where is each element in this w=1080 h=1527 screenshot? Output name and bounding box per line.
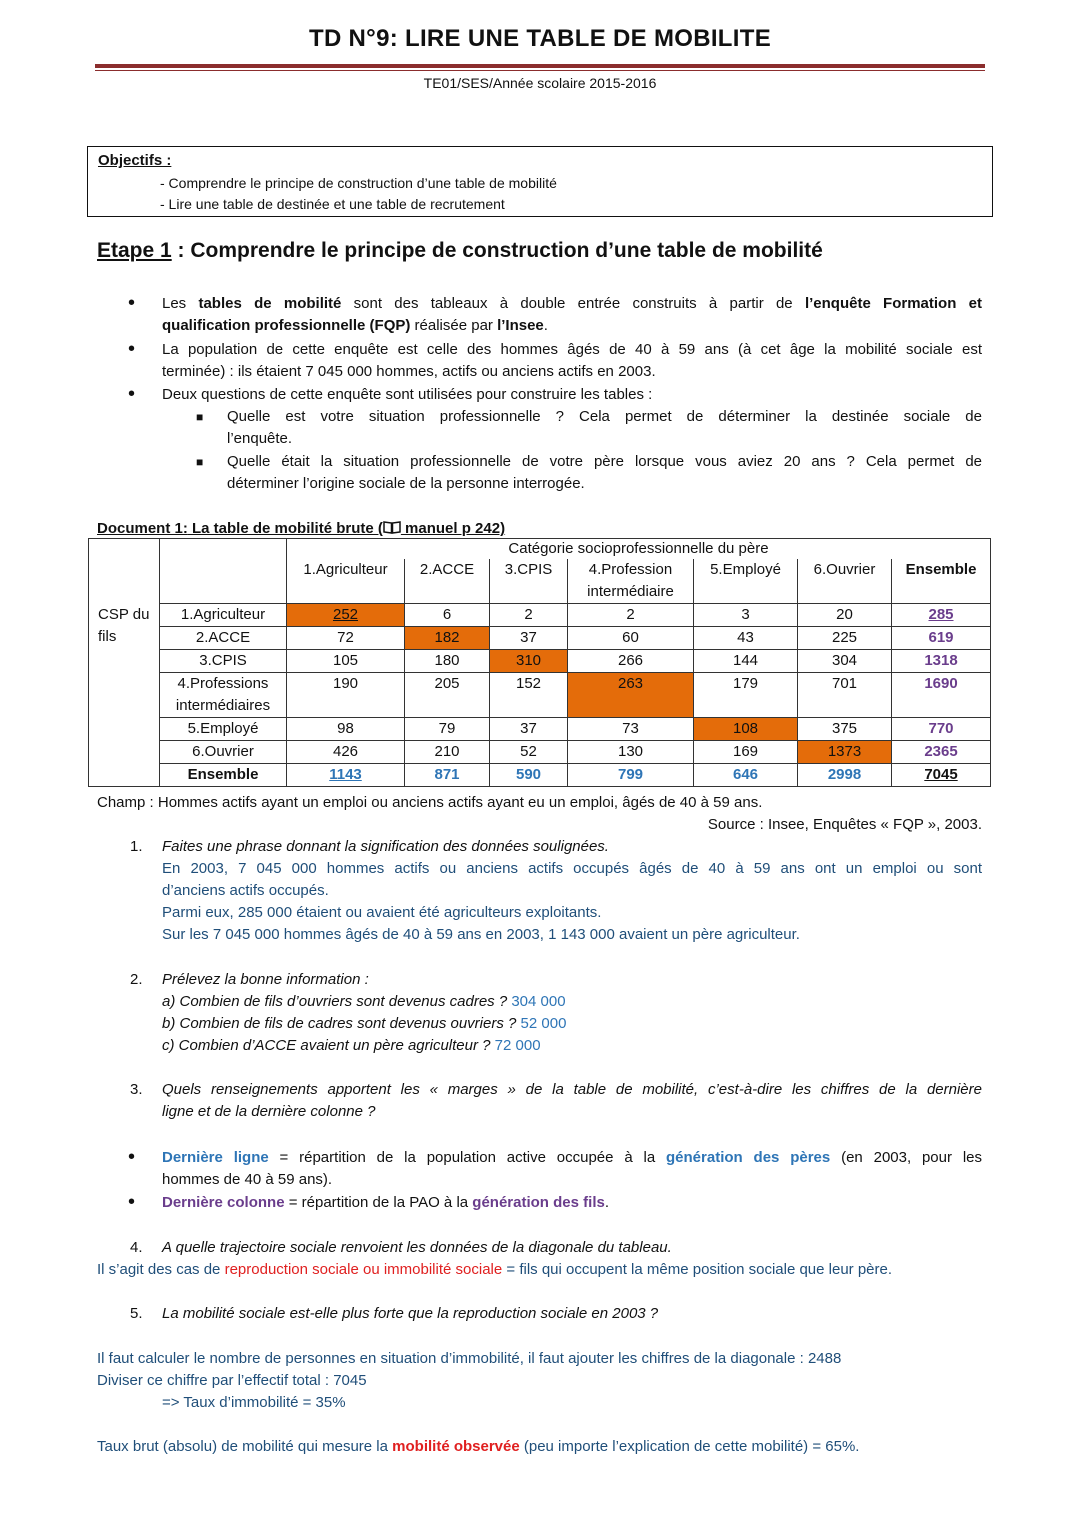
table-cell: 179 [694,673,798,718]
table-cell: 263 [568,673,694,718]
column-total-cell: 1143 [287,764,405,787]
text: . [604,1194,610,1211]
column-header: 3.CPIS [490,559,568,604]
question-situation [227,406,982,450]
table-row [89,604,991,627]
table-cell: 152 [490,673,568,718]
table-cell: 182 [405,627,490,650]
text: réalisée par [410,317,498,334]
text: l’enquête. [227,430,293,447]
table-cell: 60 [568,627,694,650]
answer-text: 72 000 [494,1037,541,1054]
table-cell: 52 [490,741,568,764]
bullet-icon: • [128,292,136,314]
table-cell: 105 [287,650,405,673]
question-text: b) Combien de fils de cadres sont devenus ouvriers ? [162,1015,521,1032]
question-block [162,969,566,1057]
table-cell: 37 [490,718,568,741]
row-header: Ensemble [160,764,287,787]
title-rule-thin [95,70,985,71]
objectives-heading: Objectifs : [98,152,172,169]
grand-total-cell: 7045 [892,764,991,787]
text: fils [98,627,117,645]
text-bold: qualification professionnelle (FQP) [162,317,411,334]
column-header: 5.Employé [694,559,798,604]
table-cell: 72 [287,627,405,650]
answer-text: 304 000 [511,993,566,1010]
question-number: 5. [130,1305,143,1322]
table-cell: 2 [490,604,568,627]
text: hommes de 40 à 59 ans). [162,1171,333,1188]
text-bold: génération des pères [666,1149,831,1166]
question-text [162,1079,982,1123]
son-header [89,604,160,787]
text: reproduction sociale ou immobilité sociale [224,1261,503,1278]
bullet-icon: • [128,1146,136,1168]
table-cell: 266 [568,650,694,673]
text: En 2003, 7 045 000 hommes actifs ou anciens actifs occupés âgés de 40 à 59 ans ont un emploi ou sont [162,860,982,877]
answer-last-column [162,1192,609,1214]
table-cell: 2 [568,604,694,627]
table-cell: 375 [798,718,892,741]
text: Diviser ce chiffre par l’effectif total : 7045 [97,1372,367,1389]
table-cell: 701 [798,673,892,718]
row-total-cell: 2365 [892,741,991,764]
column-total-cell: 590 [490,764,568,787]
document-label: Document 1: [97,520,188,537]
text: terminée) : ils étaient 7 045 000 hommes, actifs ou anciens actifs en 2003. [162,363,656,380]
table-cell: 79 [405,718,490,741]
table-scope: Champ : Hommes actifs ayant un emploi ou anciens actifs ayant eu un emploi, âgés de 40 à 59 ans. [97,794,763,811]
column-total-cell: 799 [568,764,694,787]
question-father [227,451,982,495]
question-number: 4. [130,1239,143,1256]
text-bold: l’Insee [497,317,544,334]
column-header: 6.Ouvrier [798,559,892,604]
column-header: 4.Profession intermédiaire [568,559,694,604]
mobility-table [88,538,991,787]
table-cell: 130 [568,741,694,764]
objective-item: - Lire une table de destinée et une table de recrutement [160,196,505,212]
table-cell: 3 [694,604,798,627]
text: Sur les 7 045 000 hommes âgés de 40 à 59 ans en 2003, 1 143 000 avaient un père agriculteur. [162,926,800,943]
text-bold: Dernière ligne [162,1149,269,1166]
text: (peu importe l’explication de cette mobilité) = 65%. [519,1438,860,1455]
answer-text: 52 000 [520,1015,567,1032]
row-header: 6.Ouvrier [160,741,287,764]
table-source: Source : Insee, Enquêtes « FQP », 2003. [707,816,982,833]
question-number: 2. [130,971,143,988]
table-row-totals [89,764,991,787]
square-bullet-icon: ■ [196,455,204,469]
row-header: 2.ACCE [160,627,287,650]
text-bold: génération des fils [472,1194,605,1211]
bullet-tables [162,293,982,337]
text: = répartition de la PAO à la [284,1194,473,1211]
row-total-cell: 619 [892,627,991,650]
text: Parmi eux, 285 000 étaient ou avaient été agriculteurs exploitants. [162,904,602,921]
table-cell: 73 [568,718,694,741]
question-text: Prélevez la bonne information : [162,971,369,988]
question-text: La mobilité sociale est-elle plus forte que la reproduction sociale en 2003 ? [162,1305,659,1322]
column-total-cell: 646 [694,764,798,787]
text-bold: mobilité observée [392,1438,520,1455]
row-header: 5.Employé [160,718,287,741]
text-bold: l’enquête Formation et [804,295,982,312]
table-cell: 37 [490,627,568,650]
text-bold: tables de mobilité [198,295,342,312]
answer-text [97,1348,841,1414]
text: = fils qui occupent la même position sociale que leur père. [502,1261,893,1278]
row-total-cell: 770 [892,718,991,741]
text: Quelle est votre situation professionnelle ? Cela permet de déterminer la destinée sociale de [227,408,982,425]
table-cell: 304 [798,650,892,673]
text: (en 2003, pour les [830,1149,982,1166]
text: La population de cette enquête est celle des hommes âgés de 40 à 59 ans (à cet âge la mobilité sociale est [162,341,982,358]
question-number: 1. [130,838,143,855]
question-text: a) Combien de fils d’ouvriers sont devenus cadres ? [162,993,512,1010]
objectives-box [87,146,993,217]
row-header: 4.Professions intermédiaires [160,673,287,718]
bullet-icon: • [128,383,136,405]
text: CSP du [98,605,150,623]
bullet-population [162,339,982,383]
question-text: A quelle trajectoire sociale renvoient les données de la diagonale du tableau. [162,1239,672,1256]
table-cell: 108 [694,718,798,741]
father-header: Catégorie socioprofessionnelle du père [287,539,991,560]
text: La table de mobilité brute ( [187,520,383,537]
table-cell: 252 [287,604,405,627]
table-cell: 6 [405,604,490,627]
table-cell: 190 [287,673,405,718]
row-total-cell: 1318 [892,650,991,673]
column-header: Ensemble [892,559,991,604]
step-title: : Comprendre le principe de construction d’une table de mobilité [171,239,823,262]
table-cell: 43 [694,627,798,650]
text: Quelle était la situation professionnelle de votre père lorsque vous aviez 20 ans ? Cela permet de [227,453,982,470]
text: manuel p 242) [400,520,506,537]
objective-item: - Comprendre le principe de construction d’une table de mobilité [160,175,557,191]
page-title: TD N°9: LIRE UNE TABLE DE MOBILITE [308,25,772,52]
table-cell: 20 [798,604,892,627]
row-header: 1.Agriculteur [160,604,287,627]
table-cell: 426 [287,741,405,764]
open-book-icon [383,520,401,534]
text: Quels renseignements apportent les « marges » de la table de mobilité, c’est-à-dire les chiffres de la dernière [162,1081,982,1098]
text: = répartition de la population active occupée à la [268,1149,667,1166]
row-total-cell: 285 [892,604,991,627]
text: => Taux d’immobilité = 35% [162,1394,346,1411]
table-cell: 98 [287,718,405,741]
table-row [89,741,991,764]
square-bullet-icon: ■ [196,410,204,424]
row-header: 3.CPIS [160,650,287,673]
text: sont des tableaux à double entrée construits à partir de [341,295,805,312]
answer-text [97,1259,892,1281]
text: . [543,317,548,334]
title-rule [95,64,985,68]
text: Il s’agit des cas de [97,1261,225,1278]
table-row [89,650,991,673]
table-cell: 144 [694,650,798,673]
row-total-cell: 1690 [892,673,991,718]
column-header: 2.ACCE [405,559,490,604]
table-cell: 205 [405,673,490,718]
answer-last-row [162,1147,982,1191]
text: ligne et de la dernière colonne ? [162,1103,376,1120]
bullet-questions: Deux questions de cette enquête sont utilisées pour construire les tables : [162,386,653,403]
column-header: 1.Agriculteur [287,559,405,604]
question-number: 3. [130,1081,143,1098]
table-cell: 210 [405,741,490,764]
answer-text [162,858,982,946]
text: Taux brut (absolu) de mobilité qui mesure la [97,1438,393,1455]
column-total-cell: 2998 [798,764,892,787]
document-title [97,518,505,540]
step-label: Etape 1 [97,239,172,262]
corner-cell [89,539,160,604]
table-row [89,627,991,650]
answer-text [97,1436,859,1458]
table-cell: 169 [694,741,798,764]
text: déterminer l’origine sociale de la personne interrogée. [227,475,585,492]
bullet-icon: • [128,338,136,360]
text: Il faut calculer le nombre de personnes en situation d’immobilité, il faut ajouter les chiffres de la diagonale : 2488 [97,1350,842,1367]
bullet-icon: • [128,1191,136,1213]
text: d’anciens actifs occupés. [162,882,329,899]
corner-cell [160,539,287,604]
table-cell: 1373 [798,741,892,764]
text: Les [162,295,199,312]
text-bold: Dernière colonne [162,1194,285,1211]
page-subtitle: TE01/SES/Année scolaire 2015-2016 [423,75,657,91]
table-cell: 310 [490,650,568,673]
column-total-cell: 871 [405,764,490,787]
question-text: Faites une phrase donnant la signification des données soulignées. [162,838,609,855]
table-row [89,673,991,718]
table-cell: 180 [405,650,490,673]
step-heading [97,240,823,262]
question-text: c) Combien d’ACCE avaient un père agriculteur ? [162,1037,495,1054]
table-cell: 225 [798,627,892,650]
table-row [89,718,991,741]
